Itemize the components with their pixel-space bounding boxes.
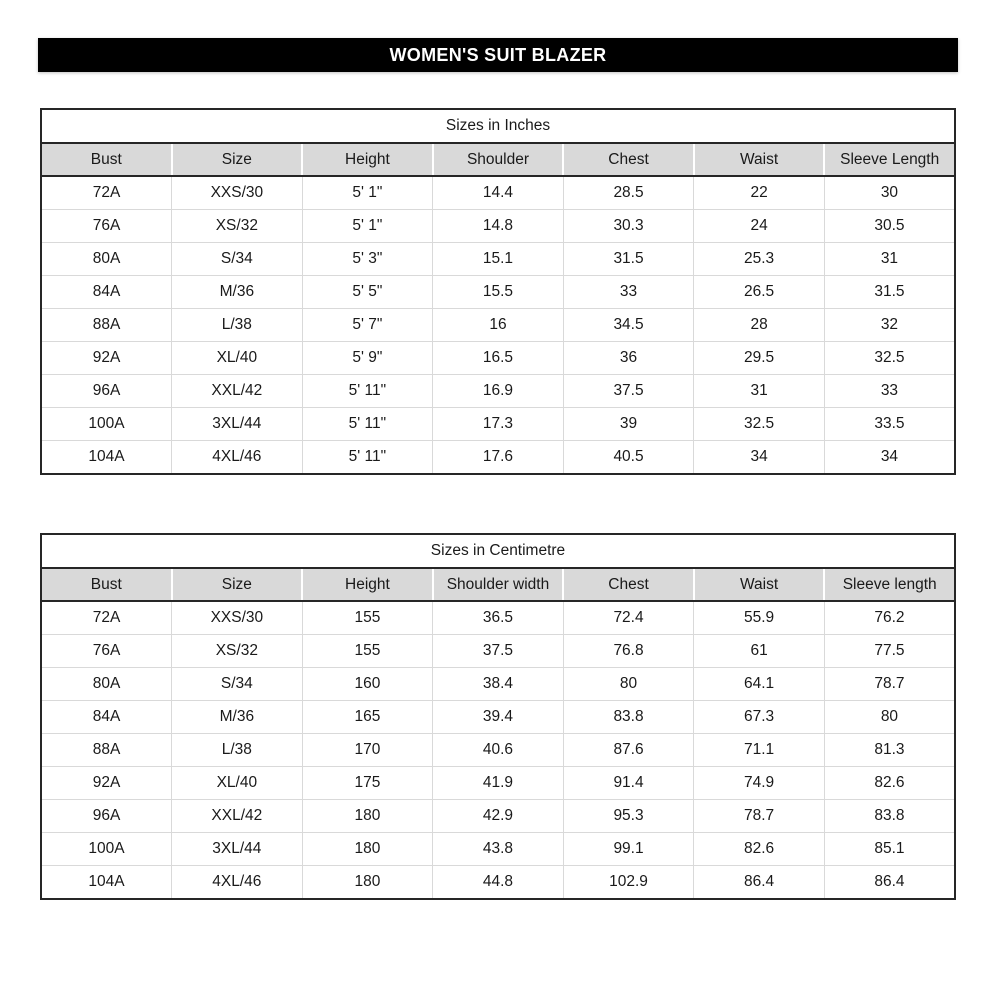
table-cell: 92A (41, 767, 172, 800)
table-cell: 33 (563, 276, 694, 309)
table-cell: 77.5 (824, 635, 955, 668)
table-cell: XS/32 (172, 210, 303, 243)
table-cell: 61 (694, 635, 825, 668)
table-cell: 64.1 (694, 668, 825, 701)
table-row (41, 866, 955, 900)
table-cell: 31.5 (563, 243, 694, 276)
table-cell: XL/40 (172, 342, 303, 375)
table-cell: 78.7 (824, 668, 955, 701)
table-cell: 34.5 (563, 309, 694, 342)
table-cell: 170 (302, 734, 433, 767)
table-cell: 78.7 (694, 800, 825, 833)
table-cell: 100A (41, 833, 172, 866)
column-header: Shoulder width (433, 568, 564, 601)
column-header: Size (172, 568, 303, 601)
table-cell: 34 (694, 441, 825, 475)
table-cell: 180 (302, 866, 433, 900)
table-cell: 39 (563, 408, 694, 441)
table-cell: 83.8 (563, 701, 694, 734)
table-cell: 26.5 (694, 276, 825, 309)
column-header: Sleeve Length (824, 143, 955, 176)
table-cell: 81.3 (824, 734, 955, 767)
table-cell: S/34 (172, 243, 303, 276)
table-cell: 91.4 (563, 767, 694, 800)
table-row (41, 601, 955, 635)
table-cell: 33 (824, 375, 955, 408)
table-cell: 15.1 (433, 243, 564, 276)
table-row (41, 408, 955, 441)
table-row (41, 243, 955, 276)
column-header: Chest (563, 143, 694, 176)
table-cell: 80A (41, 243, 172, 276)
table-cell: 5' 11" (302, 408, 433, 441)
table-cell: 76A (41, 635, 172, 668)
table-cell: XXL/42 (172, 800, 303, 833)
table-cell: 29.5 (694, 342, 825, 375)
table-row (41, 668, 955, 701)
table-cell: 30.3 (563, 210, 694, 243)
table-cell: 5' 11" (302, 375, 433, 408)
table-cell: 76.2 (824, 601, 955, 635)
table-row (41, 635, 955, 668)
page-title: WOMEN'S SUIT BLAZER (389, 44, 607, 65)
table-cell: 5' 1" (302, 176, 433, 210)
table-row (41, 210, 955, 243)
table-row (41, 176, 955, 210)
table-cell: 180 (302, 833, 433, 866)
table-row (41, 800, 955, 833)
table-cell: 17.3 (433, 408, 564, 441)
table-title: Sizes in Inches (41, 109, 955, 143)
table-cell: 15.5 (433, 276, 564, 309)
table-cell: 32.5 (694, 408, 825, 441)
column-header: Shoulder (433, 143, 564, 176)
table-cell: 16.9 (433, 375, 564, 408)
table-cell: 72A (41, 601, 172, 635)
table-cell: 36.5 (433, 601, 564, 635)
column-header: Bust (41, 143, 172, 176)
table-cell: 25.3 (694, 243, 825, 276)
table-cell: 16.5 (433, 342, 564, 375)
table-cell: 39.4 (433, 701, 564, 734)
table-cell: 4XL/46 (172, 441, 303, 475)
table-title-row (41, 534, 955, 568)
table-cell: 33.5 (824, 408, 955, 441)
table-cell: 40.5 (563, 441, 694, 475)
page-title-bar (38, 38, 958, 72)
table-body (41, 176, 955, 474)
table-cell: 82.6 (824, 767, 955, 800)
column-header: Height (302, 143, 433, 176)
table-header-row (41, 143, 955, 176)
table-cell: M/36 (172, 276, 303, 309)
table-cell: 72.4 (563, 601, 694, 635)
table-cell: 88A (41, 309, 172, 342)
table-cell: 32 (824, 309, 955, 342)
table-cell: 83.8 (824, 800, 955, 833)
table-cell: XL/40 (172, 767, 303, 800)
table-cell: 87.6 (563, 734, 694, 767)
table-cell: 5' 7" (302, 309, 433, 342)
table-row (41, 767, 955, 800)
table-cell: 28 (694, 309, 825, 342)
table-cell: 71.1 (694, 734, 825, 767)
table-cell: 80A (41, 668, 172, 701)
column-header: Chest (563, 568, 694, 601)
table-cell: 36 (563, 342, 694, 375)
table-cell: M/36 (172, 701, 303, 734)
table-cell: 5' 9" (302, 342, 433, 375)
table-row (41, 342, 955, 375)
column-header: Waist (694, 568, 825, 601)
table-cell: 42.9 (433, 800, 564, 833)
table-cell: 31 (824, 243, 955, 276)
table-cell: 43.8 (433, 833, 564, 866)
table-row (41, 309, 955, 342)
table-cell: 76.8 (563, 635, 694, 668)
table-row (41, 701, 955, 734)
table-cell: 86.4 (694, 866, 825, 900)
table-cell: 165 (302, 701, 433, 734)
table-cell: 3XL/44 (172, 408, 303, 441)
table-cell: 84A (41, 276, 172, 309)
table-cell: 104A (41, 441, 172, 475)
table-body (41, 601, 955, 899)
table-cell: 31.5 (824, 276, 955, 309)
table-cell: XXS/30 (172, 176, 303, 210)
table-cell: XXS/30 (172, 601, 303, 635)
column-header: Sleeve length (824, 568, 955, 601)
table-cell: 32.5 (824, 342, 955, 375)
table-cell: 37.5 (563, 375, 694, 408)
table-cell: 5' 3" (302, 243, 433, 276)
table-cell: 5' 11" (302, 441, 433, 475)
table-cell: 88A (41, 734, 172, 767)
table-cell: 40.6 (433, 734, 564, 767)
table-cell: L/38 (172, 309, 303, 342)
table-cell: 30 (824, 176, 955, 210)
column-header: Size (172, 143, 303, 176)
table-row (41, 734, 955, 767)
table-cell: 31 (694, 375, 825, 408)
table-cell: 85.1 (824, 833, 955, 866)
column-header: Waist (694, 143, 825, 176)
table-cell: 30.5 (824, 210, 955, 243)
table-cell: S/34 (172, 668, 303, 701)
table-cell: 155 (302, 601, 433, 635)
table-cell: 14.4 (433, 176, 564, 210)
table-cell: 74.9 (694, 767, 825, 800)
table-cell: 80 (824, 701, 955, 734)
table-cell: 92A (41, 342, 172, 375)
table-cell: L/38 (172, 734, 303, 767)
column-header: Height (302, 568, 433, 601)
table-cell: 80 (563, 668, 694, 701)
table-cell: 155 (302, 635, 433, 668)
table-cell: 44.8 (433, 866, 564, 900)
table-cell: 84A (41, 701, 172, 734)
table-cell: 96A (41, 800, 172, 833)
table-cell: 104A (41, 866, 172, 900)
table-cell: 180 (302, 800, 433, 833)
table-row (41, 441, 955, 475)
table-cell: 37.5 (433, 635, 564, 668)
table-title: Sizes in Centimetre (41, 534, 955, 568)
table-cell: XXL/42 (172, 375, 303, 408)
table-cell: 175 (302, 767, 433, 800)
table-cell: 72A (41, 176, 172, 210)
table-cell: 160 (302, 668, 433, 701)
table-cell: 5' 5" (302, 276, 433, 309)
table-cell: 55.9 (694, 601, 825, 635)
table-cell: 67.3 (694, 701, 825, 734)
table-cell: 82.6 (694, 833, 825, 866)
table-cell: 86.4 (824, 866, 955, 900)
table-row (41, 833, 955, 866)
table-cell: 76A (41, 210, 172, 243)
table-cell: 17.6 (433, 441, 564, 475)
column-header: Bust (41, 568, 172, 601)
table-cell: 102.9 (563, 866, 694, 900)
table-cell: 4XL/46 (172, 866, 303, 900)
table-cell: 96A (41, 375, 172, 408)
table-cell: 3XL/44 (172, 833, 303, 866)
table-row (41, 276, 955, 309)
table-header-row (41, 568, 955, 601)
table-cell: 24 (694, 210, 825, 243)
table-cell: 95.3 (563, 800, 694, 833)
table-cell: 38.4 (433, 668, 564, 701)
table-cell: 5' 1" (302, 210, 433, 243)
sizes-in-inches-table (40, 108, 956, 475)
table-cell: 22 (694, 176, 825, 210)
table-cell: 41.9 (433, 767, 564, 800)
table-title-row (41, 109, 955, 143)
table-cell: 14.8 (433, 210, 564, 243)
table-row (41, 375, 955, 408)
sizes-in-centimetre-table (40, 533, 956, 900)
table-cell: 16 (433, 309, 564, 342)
table-cell: 99.1 (563, 833, 694, 866)
table-cell: XS/32 (172, 635, 303, 668)
table-cell: 100A (41, 408, 172, 441)
table-cell: 28.5 (563, 176, 694, 210)
table-cell: 34 (824, 441, 955, 475)
